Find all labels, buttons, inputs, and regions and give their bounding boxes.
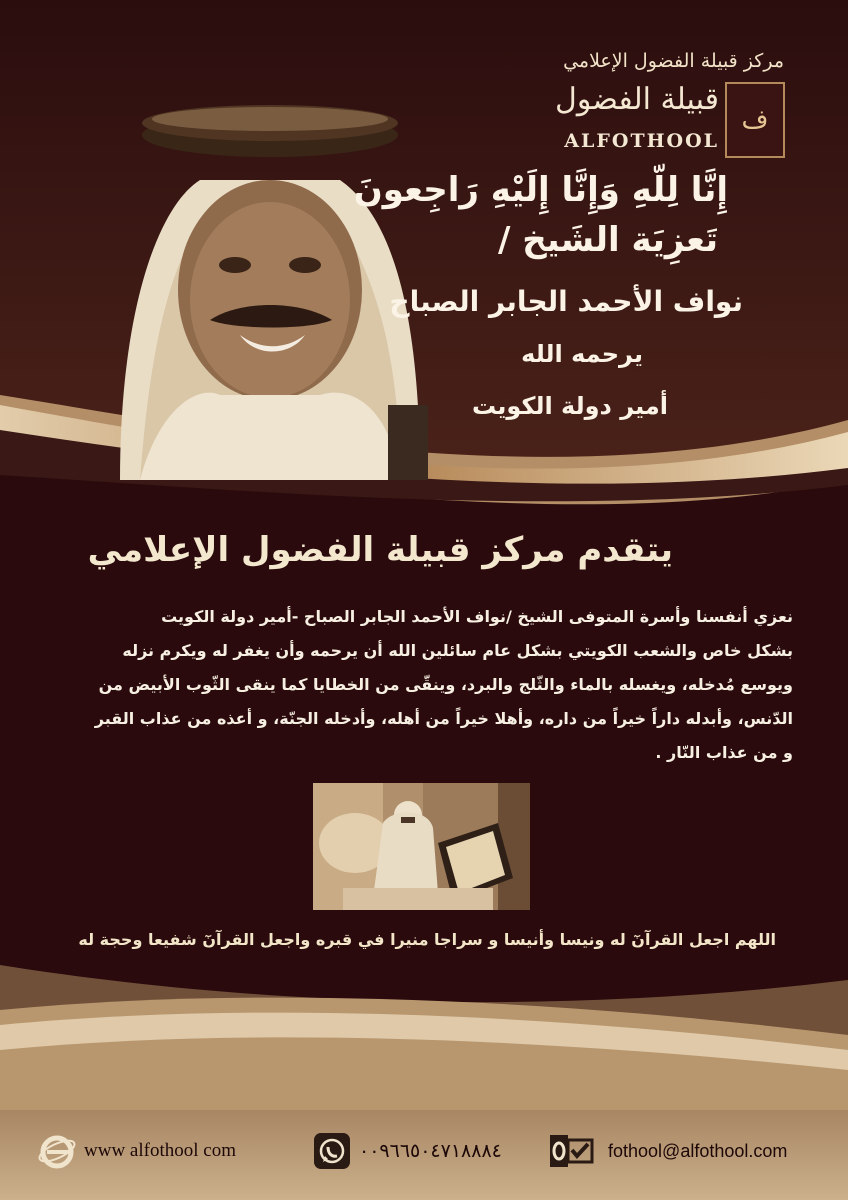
message-line: نعزي أنفسنا وأسرة المتوفى الشيخ /نواف الأحمد الجابر الصباح -أمير دولة الكويت xyxy=(161,607,793,626)
closing-prayer: اللهم اجعل القرآنٓ له ونيسا وأنيسا و سراجا منيرا في قبره واجعل القرآنٓ شفيعا وحجة له xyxy=(78,930,776,949)
mercy-phrase: يرحمه الله xyxy=(521,340,643,368)
message-line: و من عذاب النّار . xyxy=(655,743,793,762)
website-url[interactable]: www alfothool com xyxy=(84,1140,236,1161)
offer-heading: يتقدم مركز قبيلة الفضول الإعلامي xyxy=(87,530,673,570)
whatsapp-icon xyxy=(313,1132,351,1170)
deceased-title: أمير دولة الكويت xyxy=(472,392,668,420)
internet-explorer-icon xyxy=(38,1132,76,1170)
outlook-mail-icon xyxy=(548,1132,594,1170)
whatsapp-contact[interactable] xyxy=(313,1132,502,1170)
condolence-message xyxy=(53,600,793,770)
logo-arabic-text: قبيلة الفضول xyxy=(555,82,719,117)
email-contact[interactable] xyxy=(548,1132,787,1170)
reading-quran-photo xyxy=(313,783,530,910)
whatsapp-number[interactable]: ٠٠٩٦٦٥٠٤٧١٨٨٨٤ xyxy=(359,1140,502,1162)
sheikh-portrait xyxy=(100,85,440,480)
deceased-name: نواف الأحمد الجابر الصباح xyxy=(389,285,743,318)
contact-footer xyxy=(0,1110,848,1200)
alfothool-logo xyxy=(555,82,785,162)
quran-verse-heading: إِنَّا لِلّهِ وَإِنَّا إِلَيْهِ رَاجِعونَ xyxy=(353,170,728,210)
org-name-top: مركز قبيلة الفضول الإعلامي xyxy=(563,50,784,72)
message-line: الدّنس، وأبدله داراً خيراً من داره، وأهلا خيراً من أهله، وأدخله الجنّة، و أعذه من عذاب القبر xyxy=(94,709,793,728)
message-line: بشكل خاص والشعب الكويتي بشكل عام سائلين الله أن يرحمه وأن يغفر له ويكرم نزله xyxy=(122,641,793,660)
logo-english-text: ALFOTHOOL xyxy=(564,130,719,152)
website-contact[interactable] xyxy=(38,1132,236,1170)
logo-emblem-icon: ف xyxy=(725,82,785,158)
email-address[interactable]: fothool@alfothool.com xyxy=(608,1140,788,1161)
condolence-heading: تَعزِيَة الشَيخ / xyxy=(498,220,718,260)
message-line: ويوسع مُدخله، ويغسله بالماء والثّلج والبرد، وينقّى من الخطايا كما ينقى الثّوب الأبيض من xyxy=(98,675,793,694)
